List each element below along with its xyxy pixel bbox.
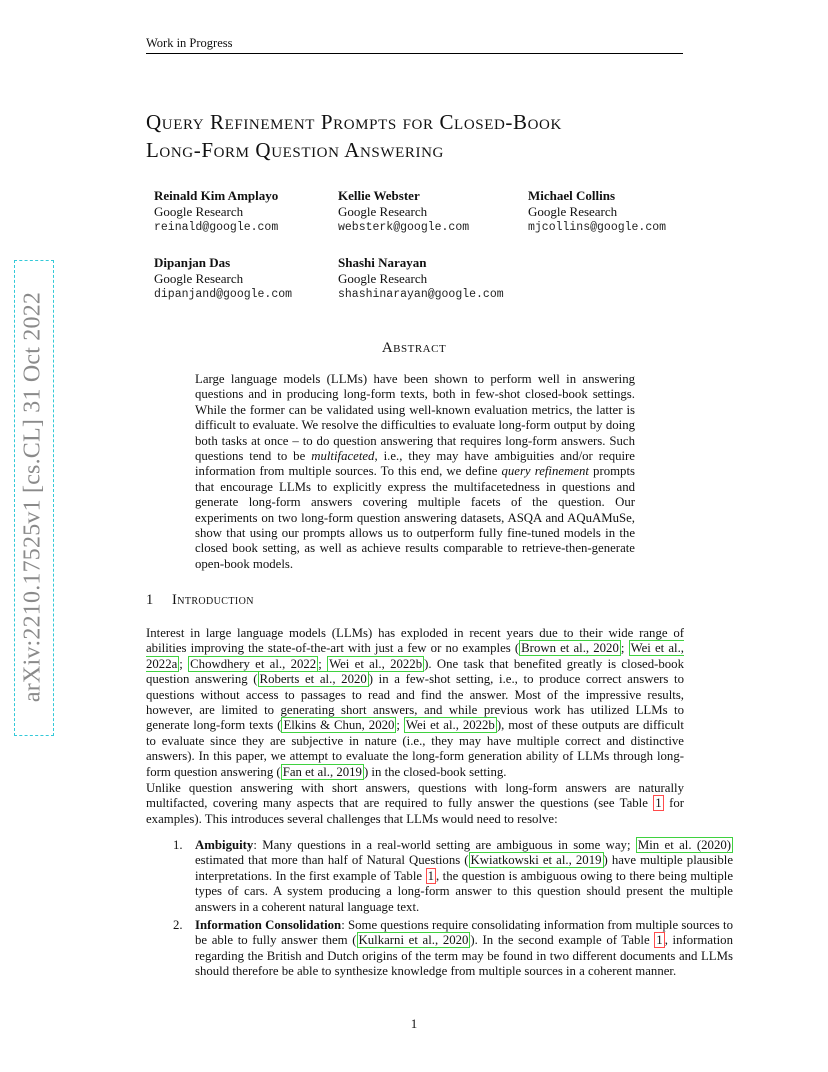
abstract-part: Large language models (LLMs) have been shown to perform well in answering questions and in producing long-form texts, both in few-shot closed-book settings. While the former can be validated using well-known evaluation metrics, the latter is difficult to evaluate. We resolve the difficulties to evaluate long-form output by doing both tasks at once – to do question answering that requires long-form answers. Such questions tend to be bbox=[195, 372, 635, 464]
author-block bbox=[338, 188, 469, 236]
citation-link[interactable]: Kulkarni et al., 2020 bbox=[358, 933, 469, 948]
citation-link[interactable]: Elkins & Chun, 2020 bbox=[283, 718, 395, 733]
text-span: ) in the closed-book setting. bbox=[363, 764, 507, 779]
author-name: Reinald Kim Amplayo bbox=[154, 188, 279, 203]
author-affiliation: Google Research bbox=[338, 204, 428, 219]
author-block bbox=[528, 188, 666, 236]
list-item bbox=[146, 918, 733, 980]
intro-paragraph-1 bbox=[146, 626, 684, 780]
running-title: Work in Progress bbox=[146, 36, 233, 50]
author-name: Shashi Narayan bbox=[338, 255, 427, 270]
abstract-part: , i.e., they may have ambiguities and/or require information from multiple sources. To this end, we define bbox=[195, 449, 635, 479]
text-span: estimated that more than half of Natural Questions ( bbox=[195, 853, 469, 868]
text-span: , information regarding the British and Dutch origins of the term may be found in two different documents and LLMs should therefore be able to synthesize knowledge from multiple sources in a coherent manner. bbox=[195, 933, 733, 979]
author-name: Kellie Webster bbox=[338, 188, 420, 203]
author-name: Michael Collins bbox=[528, 188, 616, 203]
text-span: ). One task that benefited greatly is closed-book question answering ( bbox=[146, 656, 684, 687]
text-span: : Many questions in a real-world setting are ambiguous in some way; bbox=[253, 838, 636, 852]
text-span: ) have multiple plausible interpretations. In the first example of Table bbox=[195, 853, 734, 883]
text-span: ; bbox=[620, 641, 629, 656]
citation-link[interactable]: Min et al. (2020) bbox=[637, 838, 732, 852]
author-email[interactable]: mjcollins@google.com bbox=[528, 221, 667, 234]
abstract-emphasis: query refinement bbox=[501, 464, 589, 479]
citation-link[interactable]: Kwiatkowski et al., 2019 bbox=[470, 853, 602, 868]
table-ref-link[interactable]: 1 bbox=[427, 868, 434, 883]
citation-link[interactable]: Brown et al., 2020 bbox=[521, 641, 619, 656]
abstract-part: prompts that encourage LLMs to explicitly express the multifacetedness in questions and generate long-form answers covering multiple facets of the question. Our experiments on two long-form question answering datasets, ASQA and AQuAMuSe, show that using our prompts allows us to outperform fully fine-tuned models in the closed book setting, as well as achieve results comparable to retrieve-then-generate open-book models. bbox=[195, 464, 635, 571]
text-span: Unlike question answering with short answers, questions with long-form answers are naturally multifacted, covering many aspects that are required to fully answer the questions (see Table bbox=[146, 781, 684, 811]
author-email[interactable]: dipanjand@google.com bbox=[154, 288, 293, 301]
table-ref-link[interactable]: 1 bbox=[656, 933, 663, 948]
section-heading bbox=[146, 592, 254, 609]
author-affiliation: Google Research bbox=[528, 204, 618, 219]
citation-link[interactable]: Wei et al., 2022b bbox=[405, 718, 495, 733]
section-title: Introduction bbox=[172, 592, 254, 608]
table-ref-link[interactable]: 1 bbox=[655, 796, 662, 811]
arxiv-stamp-text: arXiv:2210.17525v1 [cs.CL] 31 Oct 2022 bbox=[19, 291, 46, 703]
text-span: ) in a few-shot setting, i.e., to produce correct answers to questions without access to passages to read and find the answer. Most of the impressive results, however, are limited to generating short answers, and while previous work has utilized LLMs to generate long-form texts ( bbox=[146, 672, 684, 733]
challenge-list bbox=[146, 838, 734, 998]
abstract-emphasis: multifaceted bbox=[311, 449, 375, 464]
author-name: Dipanjan Das bbox=[154, 255, 231, 270]
abstract-heading: Abstract bbox=[381, 340, 447, 356]
author-affiliation: Google Research bbox=[338, 271, 428, 286]
author-block bbox=[154, 255, 292, 303]
citation-link[interactable]: Fan et al., 2019 bbox=[282, 764, 362, 779]
citation-link[interactable]: Roberts et al., 2020 bbox=[259, 672, 367, 687]
title-line-2: Long-Form Question Answering bbox=[146, 138, 444, 162]
text-span: for examples). This introduces several challenges that LLMs would need to resolve: bbox=[146, 796, 685, 826]
author-affiliation: Google Research bbox=[154, 204, 244, 219]
paper-title bbox=[146, 108, 706, 164]
citation-link[interactable]: Wei et al., 2022b bbox=[329, 656, 423, 671]
text-span: : Some questions require consolidating information from multiple sources to be able to fully answer them ( bbox=[195, 918, 733, 948]
abstract-text bbox=[195, 372, 635, 572]
citation-link[interactable]: Wei et al., 2022a bbox=[146, 641, 684, 671]
list-marker: 1. bbox=[173, 838, 183, 852]
list-item bbox=[146, 838, 733, 915]
section-number: 1 bbox=[146, 592, 154, 608]
arxiv-stamp[interactable] bbox=[14, 260, 54, 736]
citation-link[interactable]: Chowdhery et al., 2022 bbox=[190, 656, 317, 671]
author-block bbox=[154, 188, 278, 236]
list-term: Ambiguity bbox=[195, 838, 254, 852]
list-term: Information Consolidation bbox=[195, 918, 342, 932]
running-header bbox=[146, 36, 683, 54]
intro-paragraph-2 bbox=[146, 781, 684, 827]
list-marker: 2. bbox=[173, 918, 183, 932]
page-number: 1 bbox=[410, 1016, 418, 1031]
text-span: ), most of these outputs are difficult to evaluate since they are subjective in nature (i.e., they may have multiple correct and distinctive answers). In this paper, we attempt to evaluate the long-form generation ability of LLMs through long-form question answering ( bbox=[146, 718, 684, 779]
author-email[interactable]: shashinarayan@google.com bbox=[338, 288, 504, 301]
author-block bbox=[338, 255, 504, 303]
text-span: , the question is ambiguous owing to there being multiple types of cars. A system producing a long-form answer to this question should present the multiple answers in a coherent natural language text. bbox=[195, 868, 733, 914]
author-email[interactable]: websterk@google.com bbox=[338, 221, 470, 234]
text-span: ; bbox=[318, 656, 328, 671]
text-span: ; bbox=[179, 656, 189, 671]
author-affiliation: Google Research bbox=[154, 271, 244, 286]
author-email[interactable]: reinald@google.com bbox=[154, 221, 279, 234]
text-span: ; bbox=[396, 718, 404, 733]
title-line-1: Query Refinement Prompts for Closed-Book bbox=[146, 110, 562, 134]
text-span: ). In the second example of Table bbox=[470, 933, 655, 948]
text-span: Interest in large language models (LLMs) has exploded in recent years due to their wide range of abilities improving the state-of-the-art with just a few or no examples ( bbox=[146, 626, 684, 656]
